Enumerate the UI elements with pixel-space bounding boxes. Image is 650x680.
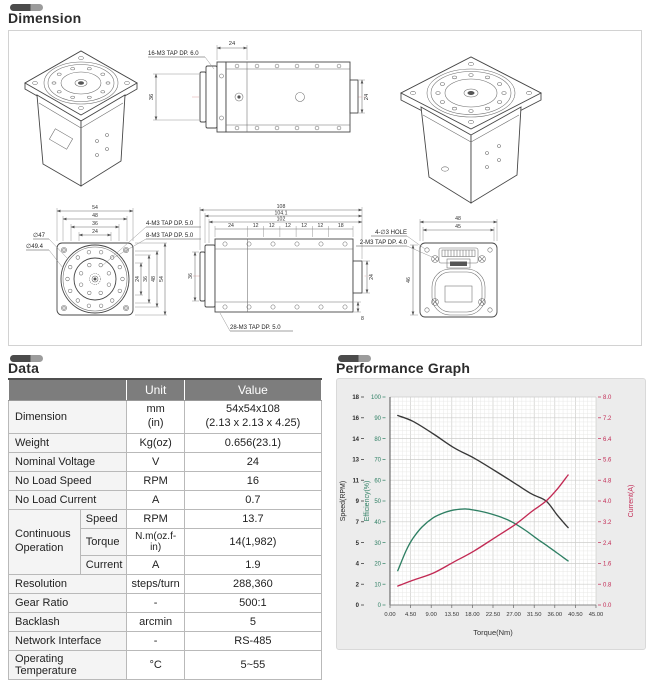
dim-label: 102 <box>276 216 286 223</box>
row-unit: - <box>127 593 184 612</box>
drawing-isometric-rear <box>401 57 541 203</box>
row-unit: arcmin <box>127 612 184 631</box>
x-tick-label: 36.00 <box>547 612 563 618</box>
current-tick-label: 7.2 <box>603 416 612 422</box>
x-tick-label: 22.50 <box>485 612 501 618</box>
hole-annotation: 4-∅3 HOLE <box>375 230 407 236</box>
dim-label: 36 <box>188 273 194 279</box>
row-label: Dimension <box>9 401 127 434</box>
row-value: 1.9 <box>184 555 321 574</box>
drawing-isometric-front <box>25 51 137 186</box>
unit-line: mm <box>146 403 165 415</box>
row-label: No Load Current <box>9 490 127 509</box>
row-unit: N.m(oz.f-in) <box>127 528 184 555</box>
row-unit: - <box>127 631 184 650</box>
table-row <box>9 433 322 452</box>
row-unit: steps/turn <box>127 574 184 593</box>
dim-label: 18 <box>337 223 344 229</box>
row-label: Network Interface <box>9 631 127 650</box>
dim-label: 54 <box>159 276 165 282</box>
x-tick-label: 0.00 <box>384 612 396 618</box>
spec-table-header-row <box>9 379 322 401</box>
row-unit <box>127 401 184 434</box>
current-tick-label: 1.6 <box>603 561 612 568</box>
header-parameter <box>9 379 127 401</box>
row-sublabel: Speed <box>80 509 127 528</box>
row-value: 0.656(23.1) <box>184 433 321 452</box>
current-tick-label: 0.8 <box>603 582 612 589</box>
table-row <box>9 471 322 490</box>
dim-label: 24 <box>135 276 141 282</box>
x-tick-label: 4.50 <box>404 612 417 618</box>
dim-label: 24 <box>228 41 236 47</box>
y-axis-title-speed: Speed(RPM) <box>340 480 347 522</box>
dim-label: 24 <box>92 229 98 235</box>
current-tick-label: 0.0 <box>603 603 612 610</box>
dim-label: 48 <box>151 276 157 282</box>
current-tick-label: 5.6 <box>603 457 612 464</box>
dim-label: 104.1 <box>274 210 288 217</box>
y-axis-title-efficiency: Efficiency(%) <box>364 480 371 522</box>
dim-label: 46 <box>406 277 412 283</box>
efficiency-tick-label: 40 <box>374 520 381 526</box>
dim-label: 36 <box>92 221 98 227</box>
row-unit: RPM <box>127 509 184 528</box>
row-label: Weight <box>9 433 127 452</box>
efficiency-tick-label: 20 <box>374 561 381 568</box>
value-line: 54x54x108 <box>225 403 280 415</box>
table-row <box>9 509 322 528</box>
y-axis-title-current: Current(A) <box>628 484 635 518</box>
row-value: 16 <box>184 471 321 490</box>
efficiency-tick-label: 70 <box>374 457 381 464</box>
spec-table <box>8 378 322 680</box>
row-value <box>184 401 321 434</box>
current-tick-label: 4.8 <box>603 478 612 485</box>
x-tick-label: 27.00 <box>506 612 521 618</box>
current-tick-label: 4.0 <box>603 499 612 506</box>
dim-label: 48 <box>455 216 461 222</box>
current-tick-label: 6.4 <box>603 436 612 443</box>
efficiency-tick-label: 30 <box>374 540 381 547</box>
dimension-drawings-panel <box>8 30 642 346</box>
header-unit: Unit <box>127 379 184 401</box>
dim-label: 24 <box>369 274 375 280</box>
row-unit: A <box>127 490 184 509</box>
dim-label: 108 <box>276 204 286 210</box>
row-value: 500:1 <box>184 593 321 612</box>
dim-label: 45 <box>455 224 461 230</box>
dim-label: 12 <box>252 223 259 229</box>
data-section-title: Data <box>8 360 40 376</box>
tap-annotation: 28-M3 TAP DP. 5.0 <box>230 325 281 331</box>
row-label-continuous-operation: Continuous Operation <box>9 509 81 574</box>
x-tick-label: 18.00 <box>465 612 480 618</box>
row-label: No Load Speed <box>9 471 127 490</box>
drawing-front-view <box>26 205 201 315</box>
row-sublabel: Torque <box>80 528 127 555</box>
unit-line: (in) <box>147 416 164 429</box>
efficiency-tick-label: 100 <box>370 395 381 402</box>
efficiency-tick-label: 0 <box>377 603 381 610</box>
table-row <box>9 401 322 434</box>
row-unit: Kg(oz) <box>127 433 184 452</box>
table-row <box>9 631 322 650</box>
dim-label: 12 <box>317 223 324 229</box>
row-value: 5 <box>184 612 321 631</box>
row-unit: V <box>127 452 184 471</box>
efficiency-tick-label: 90 <box>374 416 381 422</box>
x-tick-label: 9.00 <box>425 612 437 618</box>
row-value: 14(1,982) <box>184 528 321 555</box>
table-row <box>9 650 322 679</box>
row-label: Resolution <box>9 574 127 593</box>
row-label: Gear Ratio <box>9 593 127 612</box>
speed-tick-label: 9 <box>355 499 359 506</box>
row-value: RS-485 <box>184 631 321 650</box>
tap-annotation: 2-M3 TAP DP. 4.0 <box>359 240 407 246</box>
speed-tick-label: 4 <box>355 561 359 568</box>
row-label: Backlash <box>9 612 127 631</box>
drawing-side-view-top <box>148 41 370 132</box>
x-tick-label: 13.50 <box>444 612 460 618</box>
efficiency-tick-label: 10 <box>374 582 381 589</box>
x-tick-label: 45.00 <box>588 612 604 618</box>
efficiency-tick-label: 80 <box>374 436 381 443</box>
dim-label: 24 <box>364 93 370 101</box>
dim-label: 12 <box>268 223 275 229</box>
speed-tick-label: 16 <box>352 416 359 422</box>
row-value: 0.7 <box>184 490 321 509</box>
table-row <box>9 452 322 471</box>
speed-tick-label: 7 <box>355 520 359 526</box>
tap-annotation: 4-M3 TAP DP. 5.0 <box>146 221 194 227</box>
value-line: (2.13 x 2.13 x 4.25) <box>205 416 301 429</box>
dim-label: 8 <box>361 316 364 322</box>
diameter-annotation: ∅47 <box>33 233 45 239</box>
row-unit: °C <box>127 650 184 679</box>
drawing-side-view-long <box>188 204 375 331</box>
dim-label: 12 <box>285 223 291 229</box>
row-unit: A <box>127 555 184 574</box>
row-label: Nominal Voltage <box>9 452 127 471</box>
x-axis-title: Torque(Nm) <box>473 628 513 637</box>
speed-tick-label: 2 <box>355 582 359 589</box>
performance-chart <box>337 379 645 649</box>
speed-tick-label: 18 <box>352 395 359 402</box>
tap-annotation: 8-M3 TAP DP. 5.0 <box>146 233 194 239</box>
speed-tick-label: 0 <box>355 603 359 610</box>
table-row <box>9 593 322 612</box>
dimension-section-title: Dimension <box>8 10 82 26</box>
dimension-drawings <box>9 31 641 345</box>
drawing-rear-view <box>356 216 497 317</box>
dim-label: 24 <box>228 223 234 229</box>
x-tick-label: 31.50 <box>526 612 542 618</box>
dim-label: 48 <box>92 213 98 219</box>
speed-tick-label: 5 <box>355 540 359 547</box>
row-sublabel: Current <box>80 555 127 574</box>
row-value: 13.7 <box>184 509 321 528</box>
efficiency-tick-label: 50 <box>374 499 381 506</box>
x-tick-label: 40.50 <box>568 612 583 618</box>
performance-graph-panel <box>336 378 646 650</box>
current-tick-label: 8.0 <box>603 395 612 402</box>
diameter-annotation: ∅49.4 <box>26 244 43 250</box>
current-tick-label: 2.4 <box>603 540 612 547</box>
row-value: 288,360 <box>184 574 321 593</box>
tap-annotation: 16-M3 TAP DP. 6.0 <box>148 51 199 57</box>
current-tick-label: 3.2 <box>603 520 612 526</box>
speed-tick-label: 14 <box>352 436 359 443</box>
dim-label: 54 <box>92 205 98 211</box>
performance-section-title: Performance Graph <box>336 360 471 376</box>
efficiency-tick-label: 60 <box>374 478 381 485</box>
row-unit: RPM <box>127 471 184 490</box>
dim-label: 36 <box>149 93 155 101</box>
row-value: 5~55 <box>184 650 321 679</box>
row-value: 24 <box>184 452 321 471</box>
row-label: Operating Temperature <box>9 650 127 679</box>
header-value: Value <box>184 379 321 401</box>
dim-label: 12 <box>301 223 308 229</box>
speed-tick-label: 11 <box>352 478 359 485</box>
speed-tick-label: 13 <box>352 457 359 464</box>
table-row <box>9 574 322 593</box>
dim-label: 36 <box>143 276 149 282</box>
table-row <box>9 612 322 631</box>
table-row <box>9 490 322 509</box>
